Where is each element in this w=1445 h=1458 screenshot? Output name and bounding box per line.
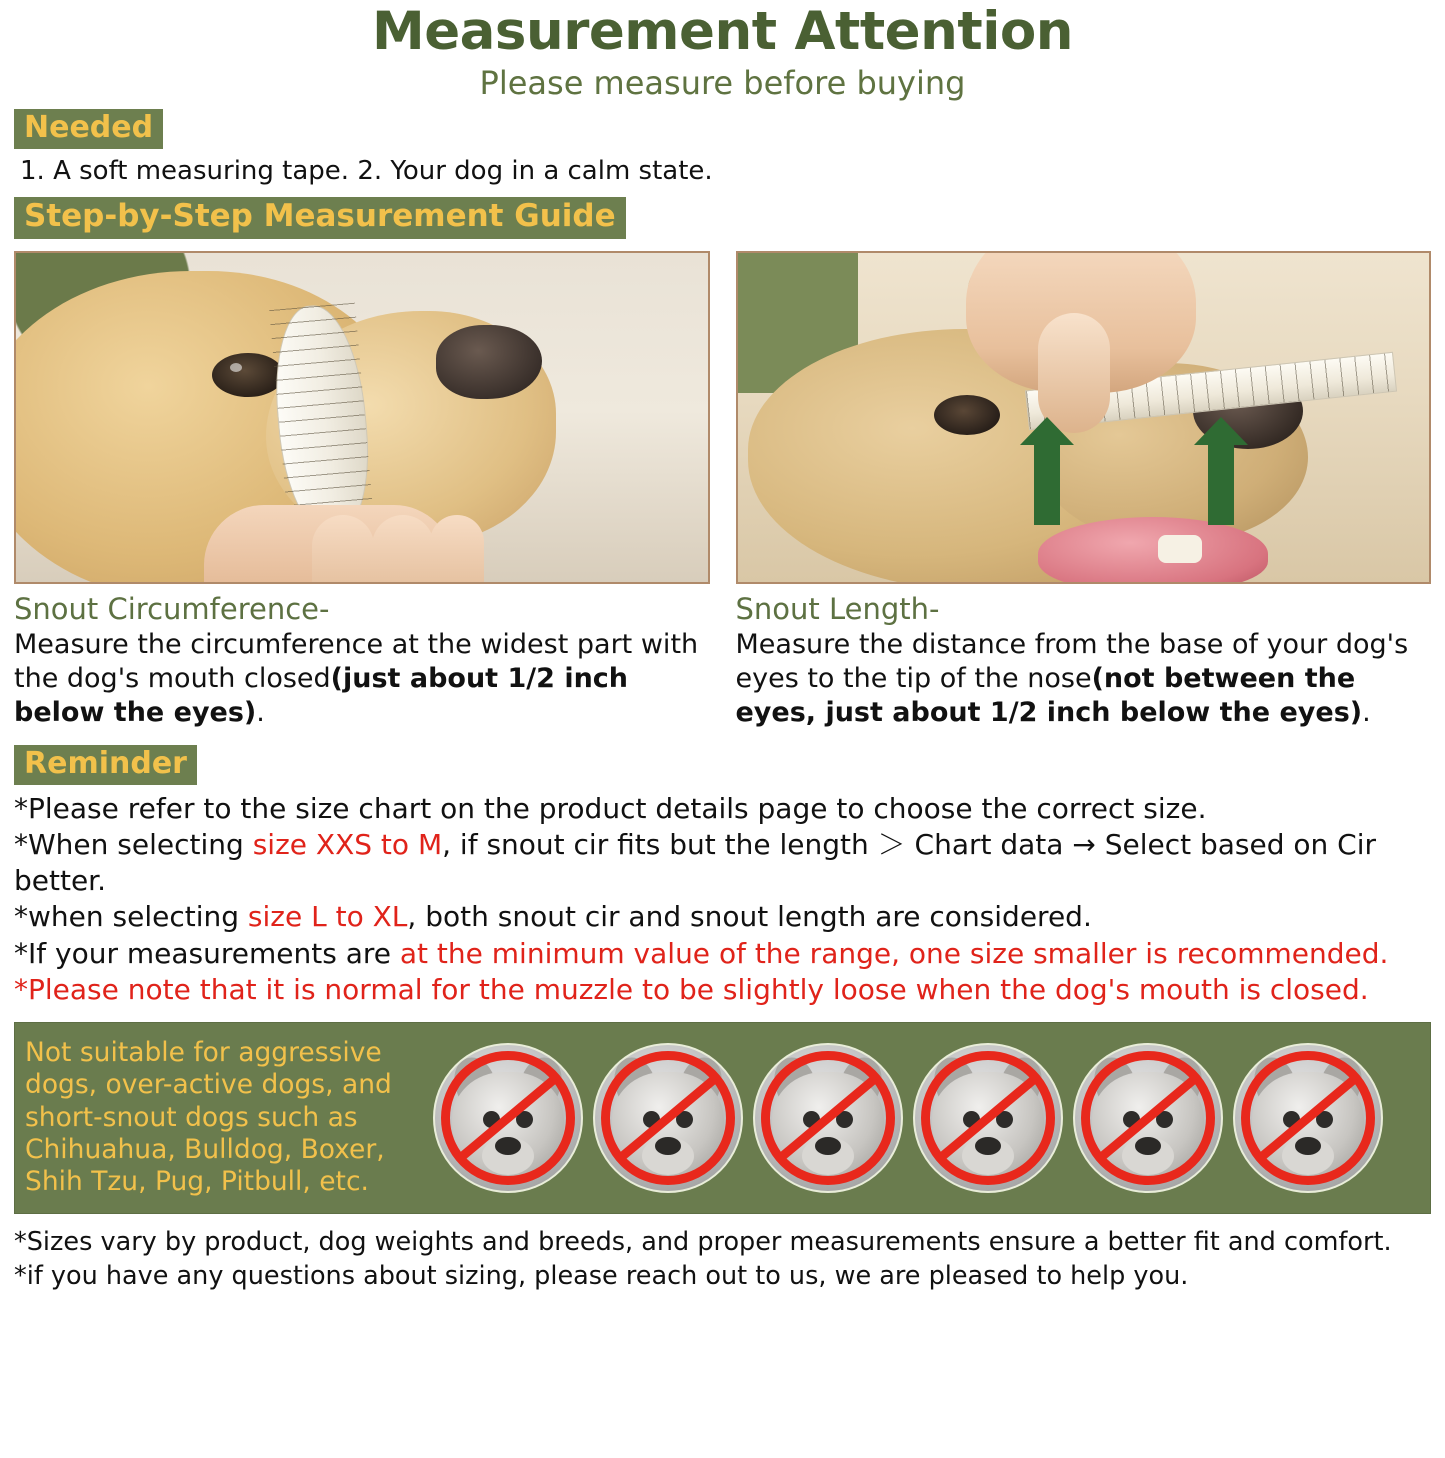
reminder-text-part: *If your measurements are: [14, 936, 400, 970]
reminder-line: [14, 827, 1431, 899]
reminder-text-part: size XXS to M: [252, 828, 443, 862]
not-suitable-text: Not suitable for aggressive dogs, over-active dogs, and short-snout dogs such as Chihuahua, Bulldog, Boxer, Shih Tzu, Pug, Pitbull, etc.: [25, 1036, 392, 1198]
reminder-text-part: size L to XL: [247, 900, 408, 934]
needed-label: Needed: [14, 109, 163, 150]
step-2-caption-bold: (not between the eyes, just about 1/2 inch below the eyes): [735, 663, 1363, 729]
no-pitbull-icon: [1233, 1043, 1383, 1193]
reminder-text-part: , both snout cir and snout length are considered.: [407, 900, 1092, 934]
reminder-line: [14, 791, 1431, 827]
guide-steps: [14, 251, 1431, 731]
no-shih-tzu-icon: [593, 1043, 743, 1193]
step-1-caption-lead: Measure the circumference at the widest part with the dog's mouth closed: [14, 628, 699, 695]
reminder-label: Reminder: [14, 745, 197, 786]
reminder-line: [14, 936, 1431, 972]
up-arrow-icon: [1034, 443, 1060, 525]
needed-text: 1. A soft measuring tape. 2. Your dog in a calm state.: [20, 156, 713, 187]
reminder-text-part: at the minimum value of the range, one size smaller is recommended.: [399, 936, 1389, 970]
reminder-lines: [14, 791, 1431, 1008]
reminder-text-part: *When selecting: [14, 828, 253, 862]
reminder-text-part: , if snout cir fits but the length ＞ Chart data → Select based on Cir better.: [14, 828, 1377, 898]
footnote-2: *if you have any questions about sizing, please reach out to us, we are pleased to help you.: [14, 1261, 1189, 1292]
no-french-bulldog-icon: [753, 1043, 903, 1193]
page-title: Measurement Attention: [371, 1, 1073, 62]
no-pug-icon: [913, 1043, 1063, 1193]
reminder-line: [14, 972, 1431, 1008]
step-2-caption-body: [736, 628, 1432, 731]
not-suitable-band: [14, 1022, 1431, 1214]
footnote-1: *Sizes vary by product, dog weights and breeds, and proper measurements ensure a better fit and comfort.: [14, 1226, 1392, 1257]
step-1-caption-bold: (just about 1/2 inch below the eyes): [14, 663, 629, 729]
snout-length-photo: [736, 251, 1432, 584]
reminder-text-part: *Please refer to the size chart on the product details page to choose the correct size.: [14, 792, 1207, 826]
not-suitable-icons: [433, 1043, 1383, 1193]
no-chihuahua-icon: [433, 1043, 583, 1193]
snout-circumference-photo: [14, 251, 710, 584]
step-2-caption-tail: .: [1362, 697, 1371, 729]
measurement-attention-page: [0, 1, 1445, 1458]
step-1-caption-title: Snout Circumference-: [14, 591, 330, 626]
no-bulldog-icon: [1073, 1043, 1223, 1193]
reminder-text-part: *when selecting: [14, 900, 248, 934]
guide-step-2: [736, 251, 1432, 731]
guide-label: Step-by-Step Measurement Guide: [14, 197, 626, 239]
up-arrow-icon: [1208, 443, 1234, 525]
step-2-caption-lead: Measure the distance from the base of your dog's eyes to the tip of the nose: [735, 628, 1409, 695]
reminder-text-part: *Please note that it is normal for the muzzle to be slightly loose when the dog's mouth is closed.: [14, 972, 1369, 1006]
guide-step-1: [14, 251, 710, 731]
reminder-line: [14, 899, 1431, 935]
step-1-caption-body: [14, 628, 710, 731]
page-subtitle: Please measure before buying: [479, 63, 966, 102]
step-2-caption-title: Snout Length-: [735, 591, 940, 626]
step-1-caption-tail: .: [256, 697, 265, 729]
